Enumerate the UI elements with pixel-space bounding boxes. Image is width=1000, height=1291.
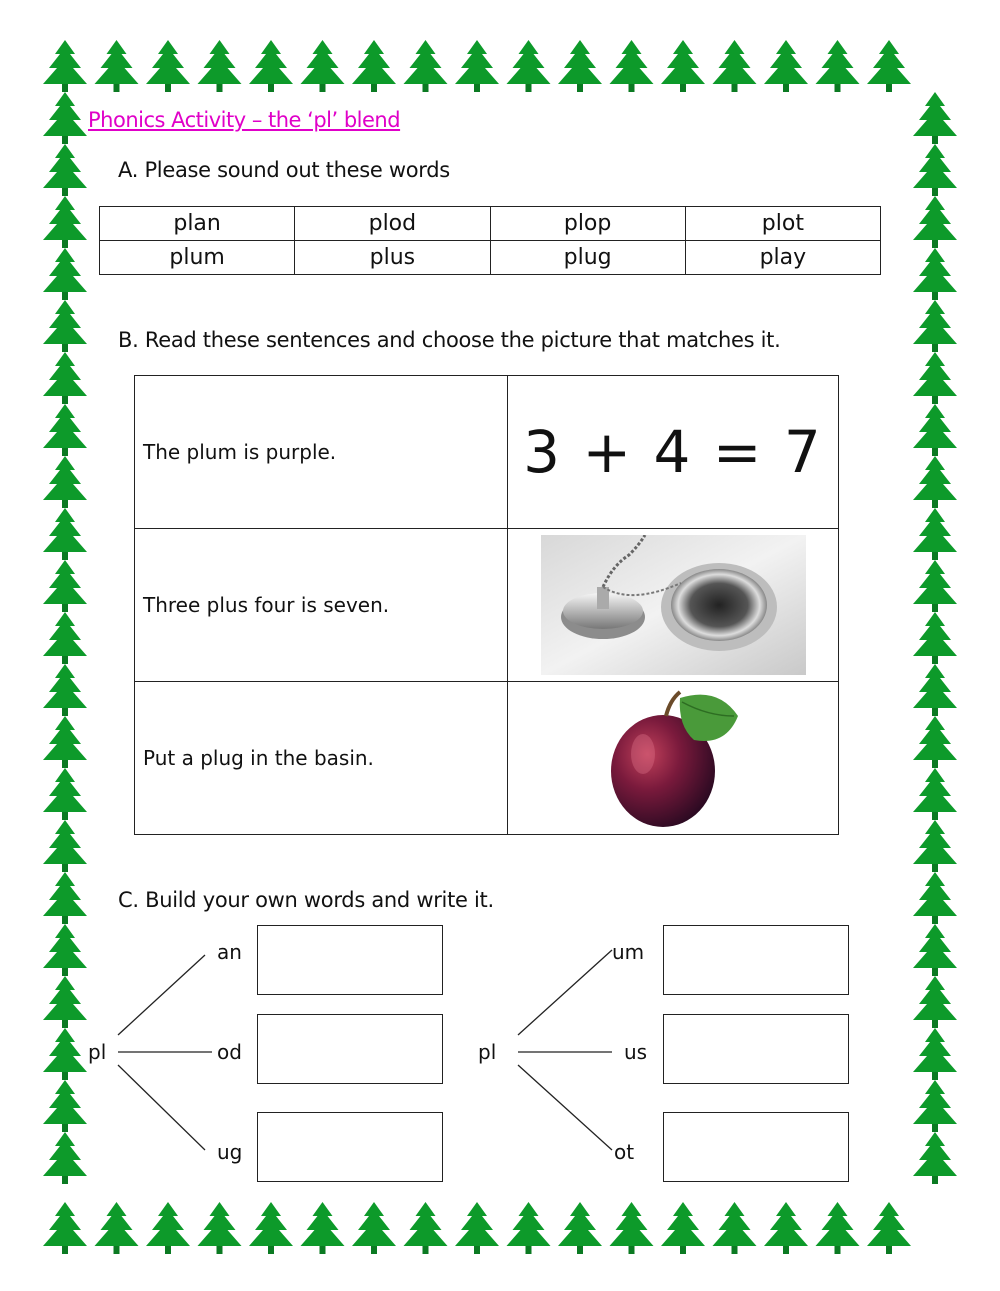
sentence-cell: Put a plug in the basin. bbox=[135, 682, 508, 835]
word-cell: plop bbox=[490, 207, 685, 241]
section-b-heading: B. Read these sentences and choose the picture that matches it. bbox=[118, 328, 781, 352]
word-cell: plug bbox=[490, 241, 685, 275]
answer-box[interactable] bbox=[257, 1112, 443, 1182]
word-cell: plus bbox=[295, 241, 490, 275]
left-ending-label: od bbox=[217, 1040, 242, 1064]
word-cell: play bbox=[685, 241, 880, 275]
left-ending-label: an bbox=[217, 940, 242, 964]
page-title: Phonics Activity – the ‘pl’ blend bbox=[88, 108, 401, 132]
word-cell: plot bbox=[685, 207, 880, 241]
word-cell: plan bbox=[100, 207, 295, 241]
left-root-label: pl bbox=[88, 1040, 107, 1064]
right-ending-label: um bbox=[612, 940, 645, 964]
word-cell: plum bbox=[100, 241, 295, 275]
answer-box[interactable] bbox=[257, 925, 443, 995]
right-root-label: pl bbox=[478, 1040, 497, 1064]
left-ending-label: ug bbox=[217, 1140, 243, 1164]
answer-box[interactable] bbox=[663, 925, 849, 995]
math-equation: 3 + 4 = 7 bbox=[523, 418, 823, 486]
sentence-cell: Three plus four is seven. bbox=[135, 529, 508, 682]
word-cell: plod bbox=[295, 207, 490, 241]
section-a-heading: A. Please sound out these words bbox=[118, 158, 450, 182]
answer-box[interactable] bbox=[663, 1014, 849, 1084]
answer-box[interactable] bbox=[257, 1014, 443, 1084]
right-ending-label: ot bbox=[614, 1140, 635, 1164]
right-ending-label: us bbox=[624, 1040, 648, 1064]
section-c-heading: C. Build your own words and write it. bbox=[118, 888, 494, 912]
answer-box[interactable] bbox=[663, 1112, 849, 1182]
sentence-cell: The plum is purple. bbox=[135, 376, 508, 529]
